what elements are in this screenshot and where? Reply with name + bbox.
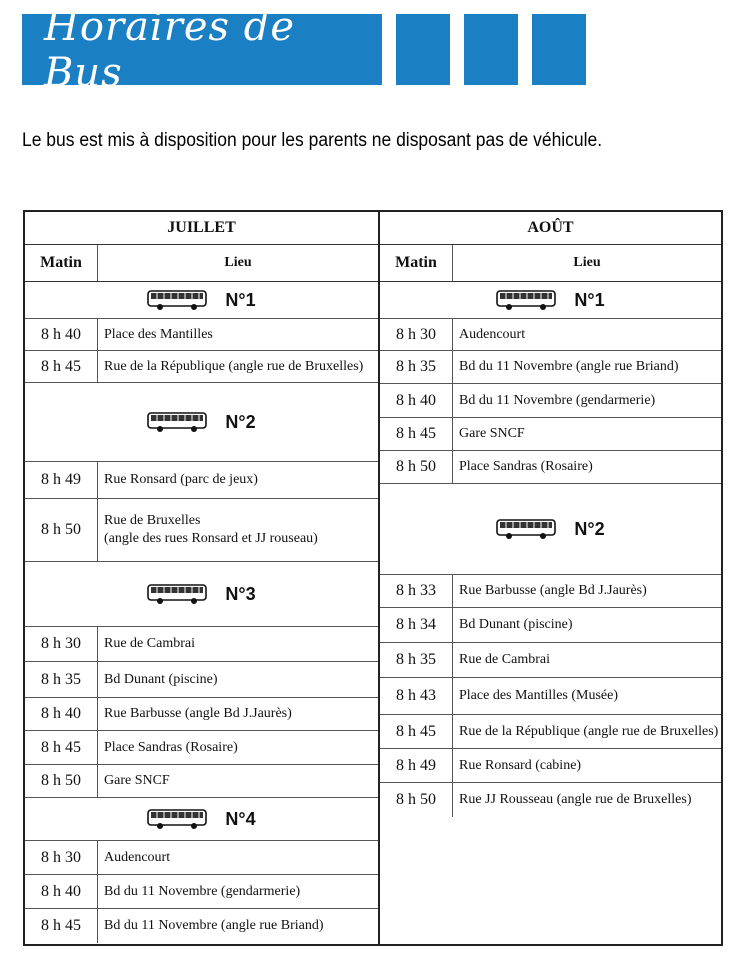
stop-time: 8 h 40	[25, 319, 98, 350]
bus-number: N°4	[225, 808, 256, 829]
table-row	[380, 319, 721, 351]
table-row	[25, 627, 378, 662]
table-row	[25, 351, 378, 383]
bus-number: N°2	[574, 518, 605, 539]
table-row	[380, 643, 721, 678]
stop-time: 8 h 45	[380, 715, 453, 748]
bus-icon	[147, 289, 207, 311]
stop-place: Place Sandras (Rosaire)	[459, 459, 593, 474]
stop-time: 8 h 30	[25, 841, 98, 874]
table-row	[25, 765, 378, 798]
table-row	[25, 909, 378, 943]
column-headers	[25, 245, 378, 282]
stop-time: 8 h 50	[25, 499, 98, 561]
column-headers	[380, 245, 721, 282]
stop-place: Rue de la République (angle rue de Bruxelles)	[459, 723, 719, 739]
time-header: Matin	[25, 245, 98, 281]
stop-time: 8 h 40	[25, 698, 98, 730]
bus-number: N°1	[225, 289, 256, 310]
table-row	[380, 384, 721, 418]
stop-time: 8 h 43	[380, 678, 453, 714]
stop-time: 8 h 40	[25, 875, 98, 908]
place-header: Lieu	[573, 255, 601, 270]
stop-time: 8 h 45	[25, 351, 98, 382]
stop-place: Rue de la République (angle rue de Bruxelles)	[104, 358, 364, 374]
table-row	[380, 749, 721, 783]
bus-icon	[496, 518, 556, 540]
stop-time: 8 h 49	[25, 462, 98, 498]
stop-time: 8 h 34	[380, 608, 453, 642]
stop-place: Gare SNCF	[104, 773, 170, 788]
place-header: Lieu	[224, 255, 252, 270]
table-row	[25, 662, 378, 698]
stop-time: 8 h 45	[25, 731, 98, 764]
stop-place: Rue JJ Rousseau (angle rue de Bruxelles)	[459, 792, 692, 807]
stop-time: 8 h 50	[380, 783, 453, 817]
bus-number: N°3	[225, 583, 256, 604]
schedule-table	[23, 210, 723, 946]
decorative-square	[532, 14, 586, 85]
table-row	[380, 351, 721, 384]
bus-header	[25, 562, 378, 627]
stop-time: 8 h 35	[25, 662, 98, 697]
table-row	[25, 841, 378, 875]
stop-place: Bd Dunant (piscine)	[459, 617, 573, 632]
bus-header	[25, 798, 378, 841]
stop-time: 8 h 30	[380, 319, 453, 350]
stop-time: 8 h 45	[380, 418, 453, 450]
table-row	[380, 451, 721, 484]
bus-header	[25, 282, 378, 319]
stop-time: 8 h 33	[380, 575, 453, 607]
stop-place: Gare SNCF	[459, 426, 525, 441]
stop-place-line: Rue de Bruxelles	[104, 513, 201, 528]
stop-time: 8 h 35	[380, 351, 453, 383]
table-row	[25, 731, 378, 765]
decorative-square	[464, 14, 518, 85]
stop-place-line: (angle des rues Ronsard et JJ rouseau)	[104, 531, 318, 546]
month-header: AOÛT	[380, 212, 721, 245]
table-row	[380, 418, 721, 451]
july-column	[25, 212, 380, 944]
table-row	[380, 575, 721, 608]
stop-time: 8 h 30	[25, 627, 98, 661]
stop-time: 8 h 50	[380, 451, 453, 483]
stop-place: Bd du 11 Novembre (gendarmerie)	[459, 392, 656, 408]
stop-time: 8 h 50	[25, 765, 98, 797]
stop-place: Audencourt	[104, 849, 171, 865]
table-row	[380, 608, 721, 643]
table-row	[25, 319, 378, 351]
stop-place: Bd Dunant (piscine)	[104, 671, 218, 687]
stop-place: Rue de Cambrai	[104, 636, 195, 651]
table-row	[380, 715, 721, 749]
table-row	[380, 678, 721, 715]
august-column	[380, 212, 721, 944]
bus-number: N°2	[225, 411, 256, 432]
bus-header	[380, 282, 721, 319]
bus-icon	[147, 808, 207, 830]
table-row	[380, 783, 721, 817]
stop-time: 8 h 49	[380, 749, 453, 782]
bus-header	[25, 383, 378, 462]
page-title: Horaires de Bus	[44, 3, 296, 96]
stop-place: Audencourt	[459, 326, 526, 342]
stop-place: Rue Ronsard (cabine)	[459, 757, 582, 773]
stop-place: Rue Barbusse (angle Bd J.Jaurès)	[104, 706, 292, 721]
stop-time: 8 h 35	[380, 643, 453, 677]
stop-place: Place des Mantilles (Musée)	[459, 688, 619, 703]
stop-place: Bd du 11 Novembre (angle rue Briand)	[459, 359, 679, 374]
bus-icon	[496, 289, 556, 311]
stop-place	[98, 499, 378, 561]
table-row	[25, 875, 378, 909]
decorative-square	[396, 14, 450, 85]
stop-place: Place Sandras (Rosaire)	[104, 739, 238, 755]
intro-text: Le bus est mis à disposition pour les parents ne disposant pas de véhicule.	[22, 130, 603, 151]
bus-icon	[147, 411, 207, 433]
stop-time: 8 h 45	[25, 909, 98, 943]
month-header: JUILLET	[25, 212, 378, 245]
stop-place: Rue de Cambrai	[459, 652, 550, 667]
table-row	[25, 499, 378, 562]
stop-place: Bd du 11 Novembre (angle rue Briand)	[104, 918, 324, 933]
time-header: Matin	[380, 245, 453, 281]
stop-time: 8 h 40	[380, 384, 453, 417]
title-banner	[22, 3, 382, 96]
table-row	[25, 698, 378, 731]
bus-number: N°1	[574, 289, 605, 310]
bus-icon	[147, 583, 207, 605]
stop-place: Place des Mantilles	[104, 326, 213, 342]
bus-header	[380, 484, 721, 575]
stop-place: Rue Ronsard (parc de jeux)	[104, 472, 258, 487]
stop-place: Bd du 11 Novembre (gendarmerie)	[104, 883, 301, 899]
stop-place: Rue Barbusse (angle Bd J.Jaurès)	[459, 583, 647, 598]
table-row	[25, 462, 378, 499]
